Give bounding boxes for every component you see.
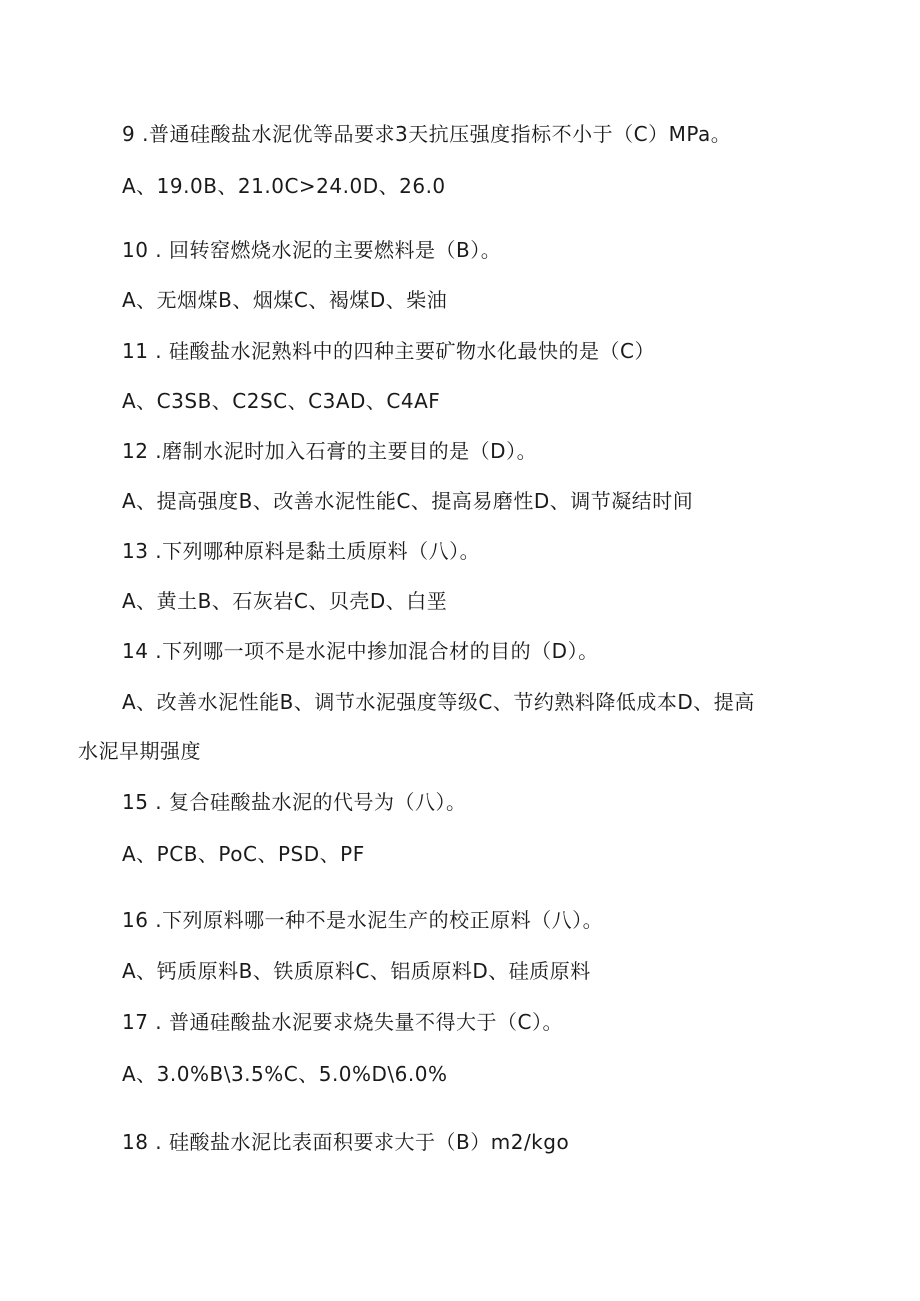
question-12-stem: 12 .磨制水泥时加入石膏的主要目的是（D）。 xyxy=(122,439,538,463)
question-9-stem: 9 .普通硅酸盐水泥优等品要求3天抗压强度指标不小于（C）MPa。 xyxy=(122,122,732,146)
question-14-options-continued: 水泥早期强度 xyxy=(78,739,201,763)
question-16-stem: 16 .下列原料哪一种不是水泥生产的校正原料（八）。 xyxy=(122,908,604,932)
question-10-stem: 10 . 回转窑燃烧水泥的主要燃料是（B）。 xyxy=(122,238,502,262)
question-15-stem: 15 . 复合硅酸盐水泥的代号为（八）。 xyxy=(122,790,467,814)
question-17-stem: 17 . 普通硅酸盐水泥要求烧失量不得大于（C）。 xyxy=(122,1010,563,1034)
question-15-options: A、PCB、PoC、PSD、PF xyxy=(122,842,365,866)
question-17-options: A、3.0%B\3.5%C、5.0%D\6.0% xyxy=(122,1062,448,1086)
question-14-options: A、改善水泥性能B、调节水泥强度等级C、节约熟料降低成本D、提高 xyxy=(122,690,755,714)
question-18-stem: 18 . 硅酸盐水泥比表面积要求大于（B）m2/kgo xyxy=(122,1130,570,1154)
question-13-options: A、黄土B、石灰岩C、贝壳D、白垩 xyxy=(122,589,448,613)
question-13-stem: 13 .下列哪种原料是黏土质原料（八）。 xyxy=(122,539,481,563)
question-11-options: A、C3SB、C2SC、C3AD、C4AF xyxy=(122,389,441,413)
question-14-stem: 14 .下列哪一项不是水泥中掺加混合材的目的（D）。 xyxy=(122,639,599,663)
question-16-options: A、钙质原料B、铁质原料C、铝质原料D、硅质原料 xyxy=(122,959,591,983)
question-12-options: A、提高强度B、改善水泥性能C、提高易磨性D、调节凝结时间 xyxy=(122,489,694,513)
question-11-stem: 11 . 硅酸盐水泥熟料中的四种主要矿物水化最快的是（C） xyxy=(122,339,655,363)
question-9-options: A、19.0B、21.0C>24.0D、26.0 xyxy=(122,174,446,198)
question-10-options: A、无烟煤B、烟煤C、褐煤D、柴油 xyxy=(122,288,448,312)
